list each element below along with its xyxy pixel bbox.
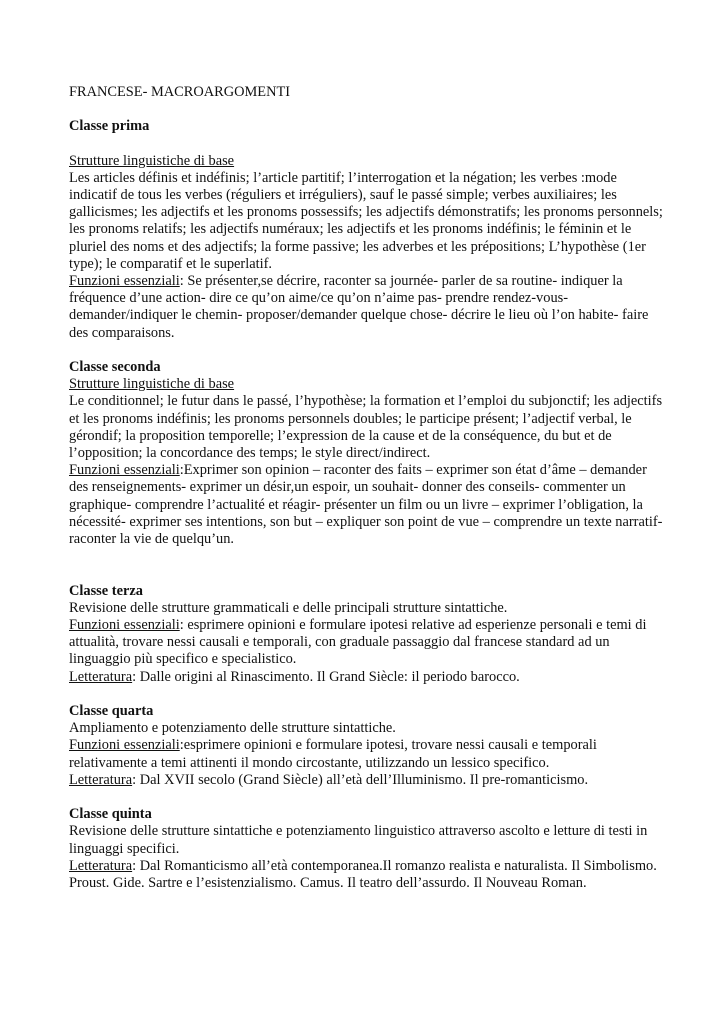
funzioni-text-seconda: :Exprimer son opinion – raconter des faits – exprimer son état d’âme – demander des renseignements- exprimer un désir,un espoir, un souhait- donner des conseils- commenter un graphique- comprendre l’actualité et réagir- présenter un film ou un livre – exprimer l’obligation, la nécessité- exprimer ses intentions, son but – expliquer son point de vue – comprendre un texte narratif- raconter la vie de quelqu’un.: [69, 462, 663, 548]
funzioni-label-terza: Funzioni essenziali: [69, 617, 180, 634]
letteratura-text-terza: : Dalle origini al Rinascimento. Il Grand Siècle: il periodo barocco.: [132, 668, 520, 685]
heading-classe-seconda: Classe seconda: [69, 359, 161, 376]
document-title: FRANCESE- MACROARGOMENTI: [69, 84, 291, 100]
funzioni-text-prima: : Se présenter,se décrire, raconter sa journée- parler de sa routine- indiquer la fréquence d’une action- dire ce qu’on aime/ce qu’on n’aime pas- prendre rendez-vous- demander/indiquer le chemin- proposer/demander quelque chose- décrire le lieu où l’on habite- faire des comparaisons.: [69, 273, 649, 341]
section-classe-quarta: [69, 703, 667, 789]
letteratura-text-quinta: : Dal Romanticismo all’età contemporanea.Il romanzo realista e naturalista. Il Simbolismo. Proust. Gide. Sartre e l’esistenzialismo. Camus. Il teatro dell’assurdo. Il Nouveau Roman.: [69, 857, 657, 892]
letteratura-paragraph-quinta: [69, 858, 667, 892]
heading-classe-quinta: Classe quinta: [69, 806, 152, 823]
letteratura-text-quarta: : Dal XVII secolo (Grand Siècle) all’età dell’Illuminismo. Il pre-romanticismo.: [132, 771, 589, 788]
funzioni-paragraph-terza: [69, 617, 667, 669]
funzioni-paragraph-prima: [69, 273, 667, 342]
letteratura-label-quinta: Letteratura: [69, 857, 133, 874]
funzioni-label-seconda: Funzioni essenziali: [69, 462, 180, 479]
letteratura-paragraph-terza: [69, 669, 667, 686]
funzioni-paragraph-quarta: [69, 737, 667, 771]
letteratura-paragraph-quarta: [69, 772, 667, 789]
strutture-text-seconda: Le conditionnel; le futur dans le passé, l’hypothèse; la formation et l’emploi du subjonctif; les adjectifs et les pronoms indéfinis; les pronoms personnels doubles; le participe présent; l’adjectif verbal, le gérondif; la proposition temporelle; l’expression de la cause et de la conséquence, du but et de l’opposition; la concordance des temps; le style direct/indirect.: [69, 393, 663, 462]
section-classe-prima: [69, 118, 667, 342]
funzioni-text-terza: : esprimere opinioni e formulare ipotesi relative ad esperienze personali e temi di attualità, trovare nessi causali e temporali, con graduale passaggio dal francese standard ad un linguaggio più specifico e specialistico.: [69, 617, 647, 668]
heading-classe-terza: Classe terza: [69, 582, 143, 599]
document-page: [69, 84, 667, 909]
intro-quarta: Ampliamento e potenziamento delle strutture sintattiche.: [69, 720, 396, 737]
funzioni-paragraph-seconda: [69, 462, 667, 548]
heading-classe-prima: Classe prima: [69, 118, 150, 135]
strutture-label-seconda: Strutture linguistiche di base: [69, 376, 235, 393]
letteratura-label-terza: Letteratura: [69, 668, 133, 685]
letteratura-label-quarta: Letteratura: [69, 771, 133, 788]
heading-classe-quarta: Classe quarta: [69, 703, 154, 720]
intro-quinta: Revisione delle strutture sintattiche e potenziamento linguistico attraverso ascolto e letture di testi in linguaggi specifici.: [69, 823, 648, 857]
strutture-text-prima: Les articles définis et indéfinis; l’article partitif; l’interrogation et la négation; les verbes :mode indicatif de tous les verbes (réguliers et irréguliers), sauf le passé simple; verbes auxiliaires; les gallicismes; les adjectifs et les pronoms possessifs; les adjectifs démonstratifs; les pronoms personnels; les pronoms relatifs; les adjectifs numéraux; les adjectifs et les pronoms indéfinis; le féminin et le pluriel des noms et des adjectifs; la forme passive; les adverbes et les prépositions; L’hypothèse (1er type); le comparatif et le superlatif.: [69, 169, 663, 272]
section-classe-seconda: [69, 359, 667, 548]
section-classe-quinta: [69, 806, 667, 892]
section-classe-terza: [69, 583, 667, 686]
funzioni-label-quarta: Funzioni essenziali: [69, 737, 180, 754]
intro-terza: Revisione delle strutture grammaticali e delle principali strutture sintattiche.: [69, 599, 508, 616]
funzioni-text-quarta: :esprimere opinioni e formulare ipotesi, trovare nessi causali e temporali relativamente a temi attinenti il mondo circostante, utilizzando un lessico specifico.: [69, 737, 597, 771]
funzioni-label-prima: Funzioni essenziali: [69, 273, 180, 290]
strutture-label-prima: Strutture linguistiche di base: [69, 152, 235, 169]
